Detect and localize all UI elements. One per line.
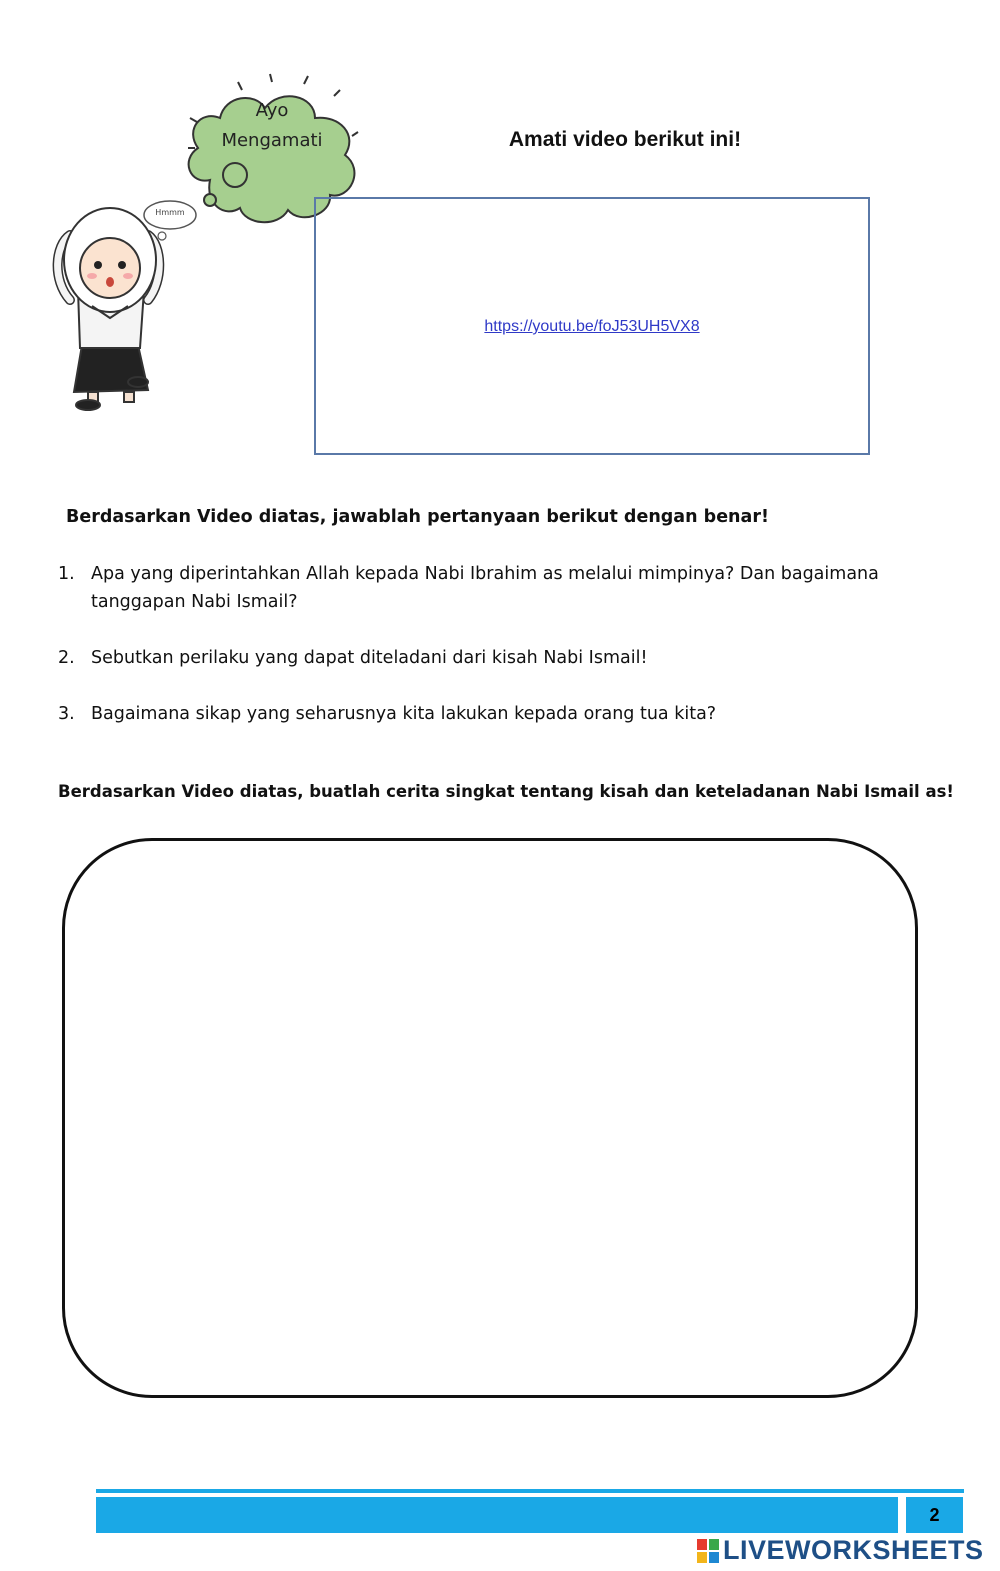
cloud-label-line1: Ayo xyxy=(255,100,289,121)
question-number: 2. xyxy=(58,648,75,668)
thought-bubble-text: Hmmm xyxy=(155,208,185,217)
liveworksheets-brand[interactable] xyxy=(697,1535,984,1566)
question-text: Sebutkan perilaku yang dapat diteladani dari kisah Nabi Ismail! xyxy=(91,648,648,668)
video-link[interactable]: https://youtu.be/foJ53UH5VX8 xyxy=(484,318,700,335)
question-text: Apa yang diperintahkan Allah kepada Nabi Ibrahim as melalui mimpinya? Dan bagaimana tanggapan Nabi Ismail? xyxy=(91,564,879,612)
question-text: Bagaimana sikap yang seharusnya kita lakukan kepada orang tua kita? xyxy=(91,704,717,724)
question-list xyxy=(58,560,938,728)
question-item xyxy=(58,700,938,728)
footer-line xyxy=(96,1489,964,1493)
questions-heading: Berdasarkan Video diatas, jawablah pertanyaan berikut dengan benar! xyxy=(66,507,769,527)
footer-bar xyxy=(96,1497,898,1533)
cloud-label-line2: Mengamati xyxy=(221,130,323,151)
brand-name: LIVEWORKSHEETS xyxy=(723,1535,984,1565)
story-answer-box[interactable] xyxy=(62,838,918,1398)
page-number: 2 xyxy=(903,1497,963,1533)
liveworksheets-logo-icon xyxy=(697,1539,719,1563)
video-box xyxy=(314,197,870,455)
story-heading: Berdasarkan Video diatas, buatlah cerita singkat tentang kisah dan keteladanan Nabi Ismail as! xyxy=(58,782,954,801)
question-number: 3. xyxy=(58,704,75,724)
video-title: Amati video berikut ini! xyxy=(508,128,742,151)
question-number: 1. xyxy=(58,564,75,584)
question-item xyxy=(58,560,938,616)
question-item xyxy=(58,644,938,672)
